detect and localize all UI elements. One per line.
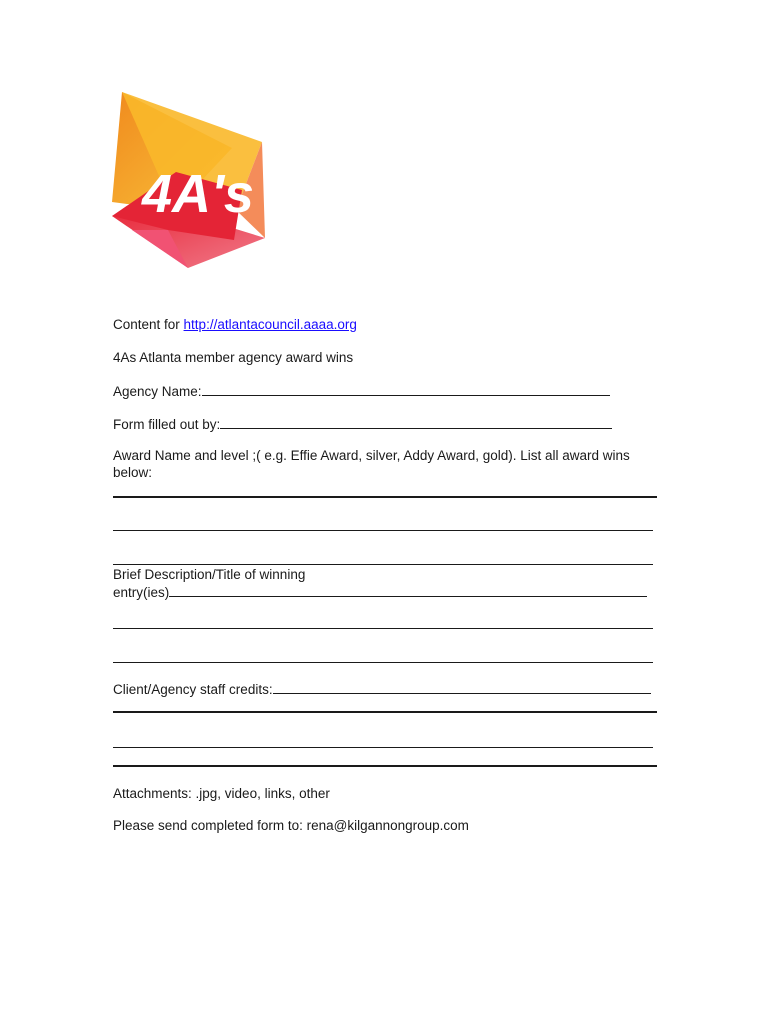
agency-name-field[interactable] [202,382,610,396]
credits-label: Client/Agency staff credits: [113,682,273,697]
logo-text: 4A's [142,164,254,224]
credits-field[interactable] [273,680,651,694]
credits-field-line-2[interactable] [113,747,653,748]
form-subtitle: 4As Atlanta member agency award wins [113,350,354,365]
agency-name-label: Agency Name: [113,384,202,399]
send-text: Please send completed form to: rena@kilgannongroup.com [113,818,469,833]
award-field-line-1[interactable] [113,530,653,531]
filled-by-row [113,415,612,433]
award-field-line-2[interactable] [113,564,653,565]
description-field-line-2[interactable] [113,628,653,629]
credits-divider [113,711,657,713]
agency-name-row [113,382,610,400]
4as-logo [112,90,268,270]
atlanta-council-link[interactable]: http://atlantacouncil.aaaa.org [183,317,357,332]
description-label-line1: Brief Description/Title of winning [113,567,306,582]
attachments-text: Attachments: .jpg, video, links, other [113,786,330,801]
description-field[interactable] [169,583,647,597]
credits-row [113,680,651,698]
description-row [113,583,647,601]
award-label: Award Name and level ;( e.g. Effie Award, silver, Addy Award, gold). List all award wins below: [113,448,630,480]
description-label-line2: entry(ies) [113,585,170,600]
credits-bottom-divider [113,765,657,767]
description-field-line-3[interactable] [113,662,653,663]
filled-by-label: Form filled out by: [113,417,221,432]
award-divider [113,496,657,498]
content-line [113,316,357,333]
content-prefix: Content for [113,317,184,332]
filled-by-field[interactable] [220,415,612,429]
